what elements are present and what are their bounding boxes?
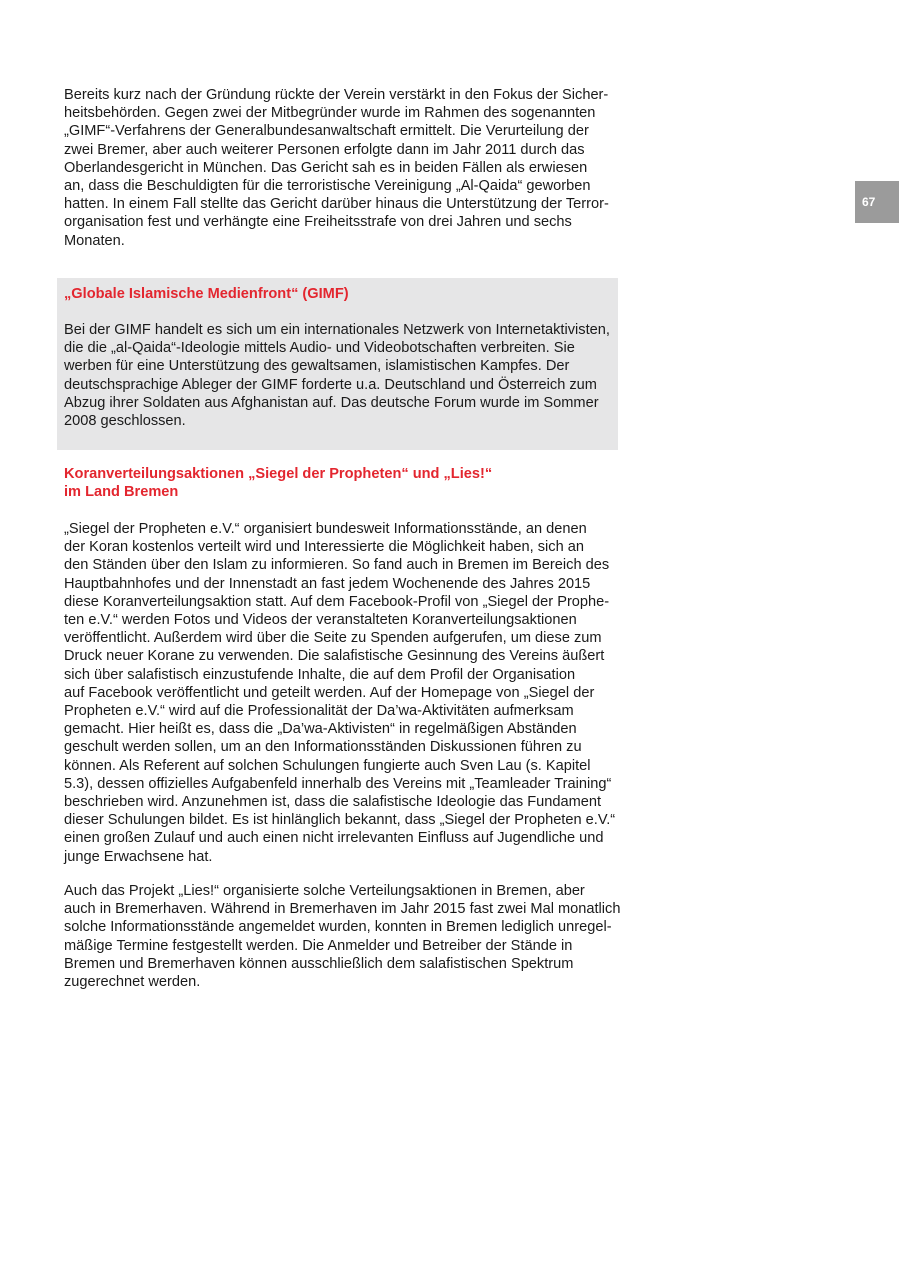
info-box-heading: „Globale Islamische Medienfront“ (GIMF) xyxy=(64,286,349,302)
paragraph-line: zwei Bremer, aber auch weiterer Personen erfolgte dann im Jahr 2011 durch das xyxy=(64,141,585,158)
paragraph-line: Druck neuer Korane zu verwenden. Die salafistische Gesinnung des Vereins äußert xyxy=(64,648,605,665)
paragraph-line: sich über salafistisch einzustufende Inhalte, die auf dem Profil der Organisation xyxy=(64,666,576,683)
paragraph-line: den Ständen über den Islam zu informieren. So fand auch in Bremen im Bereich des xyxy=(64,557,610,574)
paragraph-line: können. Als Referent auf solchen Schulungen fungierte auch Sven Lau (s. Kapitel xyxy=(64,757,591,774)
paragraph-line: 5.3), dessen offizielles Aufgabenfeld innerhalb des Vereins mit „Teamleader Training“ xyxy=(64,775,612,792)
siegel-paragraph xyxy=(64,520,616,866)
paragraph-line: an, dass die Beschuldigten für die terroristische Vereinigung „Al-Qaida“ geworben xyxy=(64,178,591,195)
paragraph-line: dieser Schulungen bildet. Es ist hinlänglich bekannt, dass „Siegel der Propheten e.V.“ xyxy=(64,812,616,829)
paragraph-line: auf Facebook veröffentlicht und geteilt werden. Auf der Homepage von „Siegel der xyxy=(64,684,595,701)
paragraph-line: 2008 geschlossen. xyxy=(64,413,186,430)
paragraph-line: Oberlandesgericht in München. Das Gericht sah es in beiden Fällen als erwiesen xyxy=(64,159,588,176)
paragraph-line: solche Informationsstände angemeldet wurden, konnten in Bremen lediglich unregel- xyxy=(64,919,612,936)
paragraph-line: „GIMF“-Verfahrens der Generalbundesanwaltschaft ermittelt. Die Verurteilung der xyxy=(64,123,589,140)
paragraph-line: beschrieben wird. Anzunehmen ist, dass die salafistische Ideologie das Fundament xyxy=(64,794,602,811)
paragraph-line: zugerechnet werden. xyxy=(64,974,201,991)
paragraph-line: organisation fest und verhängte eine Freiheitsstrafe von drei Jahren und sechs xyxy=(64,214,572,231)
section-heading-line: im Land Bremen xyxy=(64,484,179,501)
paragraph-line: hatten. In einem Fall stellte das Gericht darüber hinaus die Unterstützung der Terror- xyxy=(64,196,609,213)
section-heading-line: Koranverteilungsaktionen „Siegel der Propheten“ und „Lies!“ xyxy=(64,466,493,482)
paragraph-line: Abzug ihrer Soldaten aus Afghanistan auf. Das deutsche Forum wurde im Sommer xyxy=(64,394,599,411)
paragraph-line: werben für eine Unterstützung des gewaltsamen, islamistischen Kampfes. Der xyxy=(64,358,570,375)
paragraph-line: „Siegel der Propheten e.V.“ organisiert bundesweit Informationsstände, an denen xyxy=(64,521,587,537)
section-heading xyxy=(64,465,492,501)
paragraph-line: geschult werden sollen, um an den Informationsständen Diskussionen führen zu xyxy=(64,739,582,756)
paragraph-line: junge Erwachsene hat. xyxy=(64,848,213,865)
paragraph-line: Monaten. xyxy=(64,232,125,249)
paragraph-line: Bremen und Bremerhaven können ausschließlich dem salafistischen Spektrum xyxy=(64,955,574,972)
paragraph-line: veröffentlicht. Außerdem wird über die Seite zu Spenden aufgerufen, um diese zum xyxy=(64,630,602,647)
paragraph-line: die die „al-Qaida“-Ideologie mittels Audio- und Videobotschaften verbreiten. Sie xyxy=(64,340,575,357)
paragraph-line: deutschsprachige Ableger der GIMF forderte u.a. Deutschland und Österreich zum xyxy=(64,376,597,393)
paragraph-line: heitsbehörden. Gegen zwei der Mitbegründer wurde im Rahmen des sogenannten xyxy=(64,105,596,122)
paragraph-line: Bereits kurz nach der Gründung rückte der Verein verstärkt in den Fokus der Sicher- xyxy=(64,87,609,103)
intro-paragraph xyxy=(64,86,612,250)
paragraph-line: auch in Bremerhaven. Während in Bremerhaven im Jahr 2015 fast zwei Mal monatlich xyxy=(64,901,621,918)
paragraph-line: diese Koranverteilungsaktion statt. Auf dem Facebook-Profil von „Siegel der Prophe- xyxy=(64,593,610,610)
paragraph-line: gemacht. Hier heißt es, dass die „Da’wa-Aktivisten“ in regelmäßigen Abständen xyxy=(64,721,577,738)
paragraph-line: Hauptbahnhofes und der Innenstadt an fast jedem Wochenende des Jahres 2015 xyxy=(64,575,591,592)
lies-paragraph xyxy=(64,882,621,991)
paragraph-line: mäßige Termine festgestellt werden. Die Anmelder und Betreiber der Stände in xyxy=(64,937,573,954)
page-number-tab: 67 xyxy=(855,181,899,223)
paragraph-line: Auch das Projekt „Lies!“ organisierte solche Verteilungsaktionen in Bremen, aber xyxy=(64,883,585,899)
paragraph-line: Propheten e.V.“ wird auf die Professionalität der Da’wa-Aktivitäten aufmerksam xyxy=(64,703,574,720)
paragraph-line: ten e.V.“ werden Fotos und Videos der veranstalteten Koranverteilungsaktionen xyxy=(64,612,577,629)
paragraph-line: der Koran kostenlos verteilt wird und Interessierte die Möglichkeit haben, sich an xyxy=(64,539,584,556)
paragraph-line: einen großen Zulauf und auch einen nicht irrelevanten Einfluss auf Jugendliche und xyxy=(64,830,604,847)
paragraph-line: Bei der GIMF handelt es sich um ein internationales Netzwerk von Internetaktivisten, xyxy=(64,322,610,338)
info-box-text xyxy=(64,321,612,430)
